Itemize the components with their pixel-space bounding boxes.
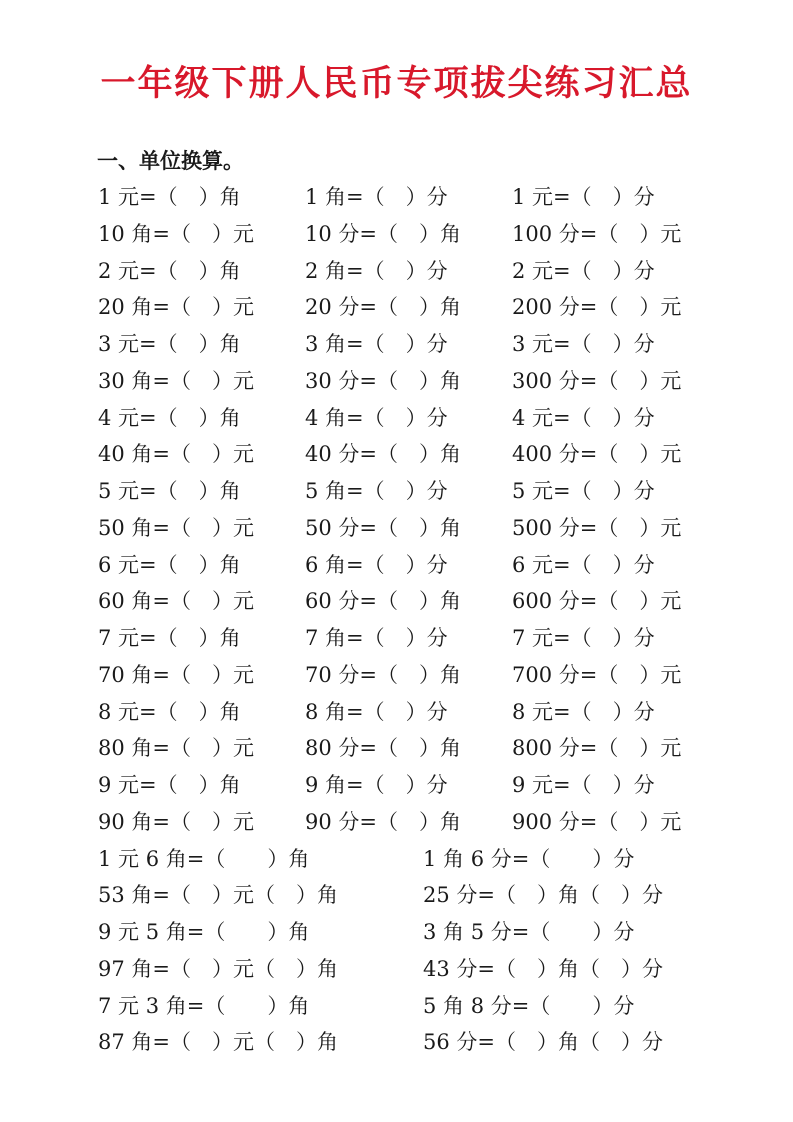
exercise-item: 7 元 3 角=（ ）角 <box>98 993 310 1018</box>
exercise-row <box>0 180 793 217</box>
exercise-item: 56 分=（ ）角（ ）分 <box>423 1030 663 1055</box>
exercise-item: 60 角=（ ）元 <box>98 589 254 614</box>
exercise-item: 5 元=（ ）角 <box>98 479 241 503</box>
exercise-row <box>0 878 793 915</box>
exercise-item: 9 元 5 角=（ ）角 <box>98 920 310 944</box>
exercise-item: 600 分=（ ）元 <box>512 589 682 614</box>
exercise-item: 60 分=（ ）角 <box>305 589 461 614</box>
exercise-item: 50 分=（ ）角 <box>305 515 461 540</box>
exercise-item: 53 角=（ ）元（ ）角 <box>98 883 338 908</box>
exercise-item: 7 角=（ ）分 <box>305 626 448 650</box>
exercise-row <box>0 695 793 732</box>
exercise-item: 5 元=（ ）分 <box>512 479 655 503</box>
exercise-row <box>0 254 793 291</box>
exercise-item: 2 元=（ ）分 <box>512 258 655 283</box>
exercise-item: 4 元=（ ）分 <box>512 405 655 430</box>
exercise-item: 10 分=（ ）角 <box>305 221 461 246</box>
exercise-item: 43 分=（ ）角（ ）分 <box>423 956 663 981</box>
exercise-item: 4 角=（ ）分 <box>305 405 448 430</box>
exercise-row <box>0 290 793 327</box>
exercise-item: 9 元=（ ）角 <box>98 773 241 797</box>
exercise-row <box>0 805 793 842</box>
exercise-item: 300 分=（ ）元 <box>512 368 682 393</box>
exercise-row <box>0 952 793 989</box>
exercise-item: 7 元=（ ）分 <box>512 626 655 650</box>
exercise-item: 1 角=（ ）分 <box>305 185 448 209</box>
exercise-item: 70 角=（ ）元 <box>98 662 254 687</box>
exercise-item: 4 元=（ ）角 <box>98 405 241 430</box>
exercise-item: 10 角=（ ）元 <box>98 221 254 246</box>
exercise-item: 6 元=（ ）分 <box>512 552 655 577</box>
exercise-item: 30 角=（ ）元 <box>98 368 254 393</box>
exercise-item: 9 角=（ ）分 <box>305 773 448 797</box>
exercise-row <box>0 364 793 401</box>
exercise-item: 70 分=（ ）角 <box>305 662 461 687</box>
exercise-list <box>0 180 793 1062</box>
exercise-item: 80 角=（ ）元 <box>98 736 254 761</box>
exercise-item: 80 分=（ ）角 <box>305 736 461 761</box>
exercise-item: 700 分=（ ）元 <box>512 662 682 687</box>
exercise-row <box>0 584 793 621</box>
exercise-item: 3 角=（ ）分 <box>305 332 448 356</box>
exercise-item: 90 角=（ ）元 <box>98 809 254 834</box>
exercise-item: 40 角=（ ）元 <box>98 442 254 467</box>
exercise-row <box>0 217 793 254</box>
exercise-item: 20 分=（ ）角 <box>305 295 461 320</box>
exercise-row <box>0 658 793 695</box>
exercise-item: 3 元=（ ）分 <box>512 332 655 356</box>
exercise-item: 6 角=（ ）分 <box>305 552 448 577</box>
exercise-item: 3 元=（ ）角 <box>98 332 241 356</box>
exercise-item: 7 元=（ ）角 <box>98 626 241 650</box>
exercise-item: 3 角 5 分=（ ）分 <box>423 920 635 944</box>
exercise-row <box>0 842 793 879</box>
exercise-item: 800 分=（ ）元 <box>512 736 682 761</box>
exercise-item: 25 分=（ ）角（ ）分 <box>423 883 663 908</box>
exercise-item: 9 元=（ ）分 <box>512 773 655 797</box>
exercise-item: 2 元=（ ）角 <box>98 258 241 283</box>
exercise-item: 40 分=（ ）角 <box>305 442 461 467</box>
exercise-item: 100 分=（ ）元 <box>512 221 682 246</box>
exercise-item: 200 分=（ ）元 <box>512 295 682 320</box>
exercise-item: 5 角=（ ）分 <box>305 479 448 503</box>
exercise-row <box>0 437 793 474</box>
exercise-item: 6 元=（ ）角 <box>98 552 241 577</box>
exercise-item: 8 元=（ ）角 <box>98 699 241 724</box>
exercise-item: 500 分=（ ）元 <box>512 515 682 540</box>
exercise-item: 87 角=（ ）元（ ）角 <box>98 1030 338 1055</box>
exercise-item: 20 角=（ ）元 <box>98 295 254 320</box>
exercise-row <box>0 731 793 768</box>
exercise-item: 1 元 6 角=（ ）角 <box>98 846 310 871</box>
exercise-row <box>0 621 793 658</box>
exercise-item: 400 分=（ ）元 <box>512 442 682 467</box>
exercise-row <box>0 915 793 952</box>
exercise-row <box>0 989 793 1026</box>
exercise-row <box>0 474 793 511</box>
exercise-row <box>0 401 793 438</box>
exercise-item: 1 元=（ ）分 <box>512 185 655 209</box>
exercise-item: 8 角=（ ）分 <box>305 699 448 724</box>
exercise-item: 30 分=（ ）角 <box>305 368 461 393</box>
exercise-item: 1 角 6 分=（ ）分 <box>423 846 635 871</box>
page-title: 一年级下册人民币专项拔尖练习汇总 <box>100 64 693 104</box>
exercise-row <box>0 511 793 548</box>
exercise-row <box>0 768 793 805</box>
exercise-row <box>0 1025 793 1062</box>
exercise-row <box>0 548 793 585</box>
exercise-item: 50 角=（ ）元 <box>98 515 254 540</box>
exercise-item: 1 元=（ ）角 <box>98 185 241 209</box>
exercise-item: 97 角=（ ）元（ ）角 <box>98 956 338 981</box>
exercise-row <box>0 327 793 364</box>
section-heading: 一、单位换算。 <box>97 149 244 173</box>
exercise-item: 900 分=（ ）元 <box>512 809 682 834</box>
exercise-item: 90 分=（ ）角 <box>305 809 461 834</box>
exercise-item: 5 角 8 分=（ ）分 <box>423 993 635 1018</box>
exercise-item: 8 元=（ ）分 <box>512 699 655 724</box>
exercise-item: 2 角=（ ）分 <box>305 258 448 283</box>
